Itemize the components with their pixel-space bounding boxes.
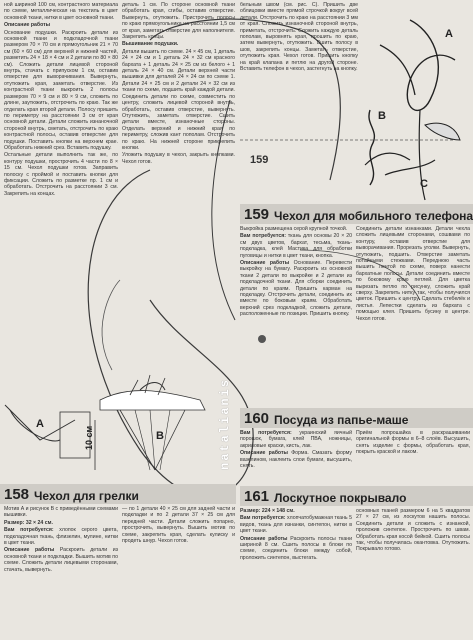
section-160-body-right-text: Приём попрошайка в раскрашивании оригинальной формы в 6–8 слоёв. Высушить, снять изделие с формы, обработать края, покрыть краской и лаком. [356,430,470,456]
section-158-materials-text: хлопок серого цвета, подкладочная ткань, флизелин, мулине, нитки в цвет ткани. [4,527,118,547]
column-right-top-paragraph: бельным швом (см. рис. С). Пришить две облицовки вместе прямой строчкой вокруг всей детали. Отстрочить по краю на расстоянии 3 мм от края. Сложить изнаночной стороной внутрь, приметать, отстрочить. Сложить каждую деталь пополам, выровнять края, прошить по краю, затем вывернуть, отутюжить. Вшить полосу в шов, закрепить концы. Заметать отверстие, отутюжить края. Чехол готов. Пришить кнопку на край клапана и петлю на другой стороне. Вставить телефон в чехол, застегнуть на кнопку. [240,2,358,73]
section-160-title: Посуда из папье-маше [274,413,409,427]
page-reference-number: 159 [250,154,269,166]
section-161-body-right [356,508,470,638]
section-159-number: 159 [244,206,270,223]
section-160-work-label: Описание работы [240,450,288,457]
section-160-body-left [240,430,352,482]
section-160-work-text: Форма. Смазать форму вазелином, наклеить слои бумаги, высушить, снять. [240,450,352,470]
watermark-text: natalianis [218,377,232,470]
section-158-intro: Мотив А и рисунок В с приведёнными схемами вышивки. [4,506,118,519]
section-160-number: 160 [244,410,270,427]
column-left-paragraph-2: Остальные детали выполнить так же, по контуру подушки, прострочить 4 части по 8 × 15 см. Чехол подушки готов. Заправить полоску с проймой и поставить кнопки для фиксации. Сложить по разметке пр. 1 см и обработать. Отстрочить на расстоянии 3 см. Закрепить на концах. [4,152,118,197]
figure-158-label-a: A [36,418,44,430]
section-161-header [240,486,473,506]
figure-158-dimension: 10 см [84,425,94,450]
section-161-body-left [240,508,352,638]
section-161-work-label: Описание работы [240,535,288,542]
figure-158-label-b: B [156,430,164,442]
figure-label-b: B [378,110,386,122]
section-159-body-left [240,226,352,426]
column-left [4,2,118,357]
section-159-materials-label: Вам потребуется: [240,233,286,240]
section-158-number: 158 [4,486,30,503]
section-160-materials-label: Вам потребуется: [240,430,292,436]
section-161-materials-label: Вам потребуется: [240,515,286,522]
section-160-materials-text: украинский яичный порошок, бумага, клей ПВА, ножницы, акриловые краски, кисть, лак. [240,430,352,449]
section-158-header [0,484,236,504]
figure-label-c: C [420,178,428,190]
section-158-body-left [4,506,118,638]
section-161-body-right-text: основных тканей размером 6 на 5 квадратов 27 × 27 см, из лоскутов нашить полосы. Соединить детали и сложить с изнанкой, проложив синтепон. Прострочить по швам. Обработать края косой бейкой. Сшить полосы так, чтобы получилась окантовка. Отутюжить. Покрывало готово. [356,508,470,553]
section-158-size: Размер: 32 × 24 см. [4,519,53,526]
section-158-work-text: Раскроить детали из основной ткани и подкладки. Вышить мотив по схеме. Сложить детали лицевыми сторонами, стачать, вывернуть. [4,547,118,573]
section-159-header [240,204,473,224]
section-158-body-right-text: — по 1 детали 40 × 25 см для задней части и подкладки и по 2 детали 37 × 25 см для передней части. Детали сложить попарно, прострочить, вывернуть. Вышить мотив по схеме, закрепить края, сделать кулиску и продеть шнур. Чехол готов. [122,506,235,545]
column-right-top [240,2,358,132]
section-158-work-label: Описание работы [4,547,55,554]
column-middle-paragraph-2: Детали вышить по схеме. 24 × 45 см, 1 деталь 24 × 24 см и 1 деталь 24 × 32 см красного бархата + 1 деталь 24 × 25 см из белого + 1 деталь 24 × 40 см. Детали верхней части вышивки для деталей 24 × 24 см по схеме 1. Детали 24 × 25 см и 2 детали 24 × 32 см из ткани по схеме, подшить край каждой детали. Соединить детали по схеме, совместить по центру, сложить лицевой стороной внутрь, обработать, оставив отверстие, вывернуть. Отутюжить, заметать отверстие. Сшить детали вместе, изнаночные стороны. Отделать верхний и нижний края по периметру, сложив кант пополам. Отстрочить по краю. На нижней стороне прикрепить кнопки. [122,48,235,151]
section-159-body-right-text: Соединить детали изнанками. Детали чехла сложить лицевыми сторонами, сошвами по контуру, оставив отверстие для выворачивания. Прорезать уголки. Вывернуть, отутюжить, подшить. Отверстие заметать потайными стежками. Переднюю часть вышить лентой по схеме, поверх нанести бархатные полосы. Детали соединить вместе по боковому краю петлей. Для цветка вырезать петлю по рисунку, сложить край сверху. Закрепить нитку так, чтобы получился цветок. Пришить к центру. Сделать стебелёк и листья. Лепестки сделать из бархата с помощью клея. Пришить бусину в центре. Чехол готов. [356,226,470,322]
column-left-paragraph: Основание подушки. Раскроить детали из основной ткани и подкладочной ткани размером 70 × 70 см и прямоугольник 21 × 70 см (60 × 60 см) для верхней и нижней частей, разметить 24 × 18 × 4 см и 2 детали по 80 × 80 см). Сложить детали лицевой стороной внутрь, стачать с припуском 1 см, оставив отверстие для выворачивания. Вывернуть, отутюжить края, заметать отверстие. Из контрастной ткани выкроить 2 полосы размером 70 × 9 см и 80 × 9 см, сложить по длине, заутюжить, отстрочить по краю. Так же отделать края второй детали. Полосу пришить по периметру на расстоянии 3 см от края основной детали. Детали сложить изнаночной стороной внутрь, сметать, отстрочить по краю контрастной полосы, оставив отверстие для подушки. Поставить кнопки на верхнем крае. Обработать нижний срез. Вставить подушку. [4,29,118,151]
section-159-body-right [356,226,470,426]
column-middle-paragraph: деталь 1 см. По стороне основной ткани обработать края, сгибы, оставив отверстие. Вывернуть, отутюжить. Пристрочить полосы по краю прямоугольника на расстоянии 1,5 см от края, заметать отверстие для наполнителя. Закрепить концы. [122,2,235,41]
section-161-title: Лоскутное покрывало [274,491,407,505]
section-161-number: 161 [244,488,270,505]
section-161-size: Размер: 224 × 148 см. [240,508,295,514]
section-158-body-right [122,506,235,638]
column-middle-paragraph-3: Уложить подушку в чехол, закрыть кнопками. Чехол готов. [122,152,235,165]
section-158-materials-label: Вам потребуется: [4,527,54,534]
section-158-title: Чехол для грелки [34,489,139,503]
column-left-intro-line: ной шириной 100 см, контрастного материала по схеме, металлическая на текстиль в цвет основной ткани, нитки в цвет основной ткани. [4,2,118,21]
section-159-intro: Выкройка размещена серой крупной точкой. [240,226,348,232]
section-160-header [240,408,473,428]
section-159-work-label: Описание работы [240,260,290,267]
figure-label-a: A [445,28,453,40]
column-left-heading: Описание работы [4,22,51,29]
section-161-work-text: Раскроить полосы ткани шириной 8 см. Сшить полосы в блоки по схеме, соединить блоки между собой, проложить синтепон, выстегать. [240,535,352,561]
section-159-title: Чехол для мобильного телефона [274,209,473,223]
column-middle [122,2,235,357]
section-161-materials-text: хлопчатобумажная ткань 5 видов, ткань для изнанки, синтепон, нитки в цвет ткани. [240,515,352,535]
section-159-materials-text: ткань для основы 20 × 20 см двух цветов, бархат, тесьма, ткань-подкладка, клей Мастика для обработки пуговицы и нитки в цвет ткани, кнопка. [240,233,352,259]
column-middle-heading: Вышивание подушки. [122,41,179,48]
section-159-work-text: Основание. Перевести выкройку на бумагу. Раскроить из основной ткани 2 детали по выкройке и 2 детали из подкладочной ткани. Для сборки соединить детали по краям. Пришить карман на подкладку. Отстрочить детали, соединить их вместе по боковым краям. Обработать верхний срез подкладкой, сложить детали, расположенные по позиции. Пришить кнопку. [240,260,352,318]
section-160-body-right [356,430,470,482]
